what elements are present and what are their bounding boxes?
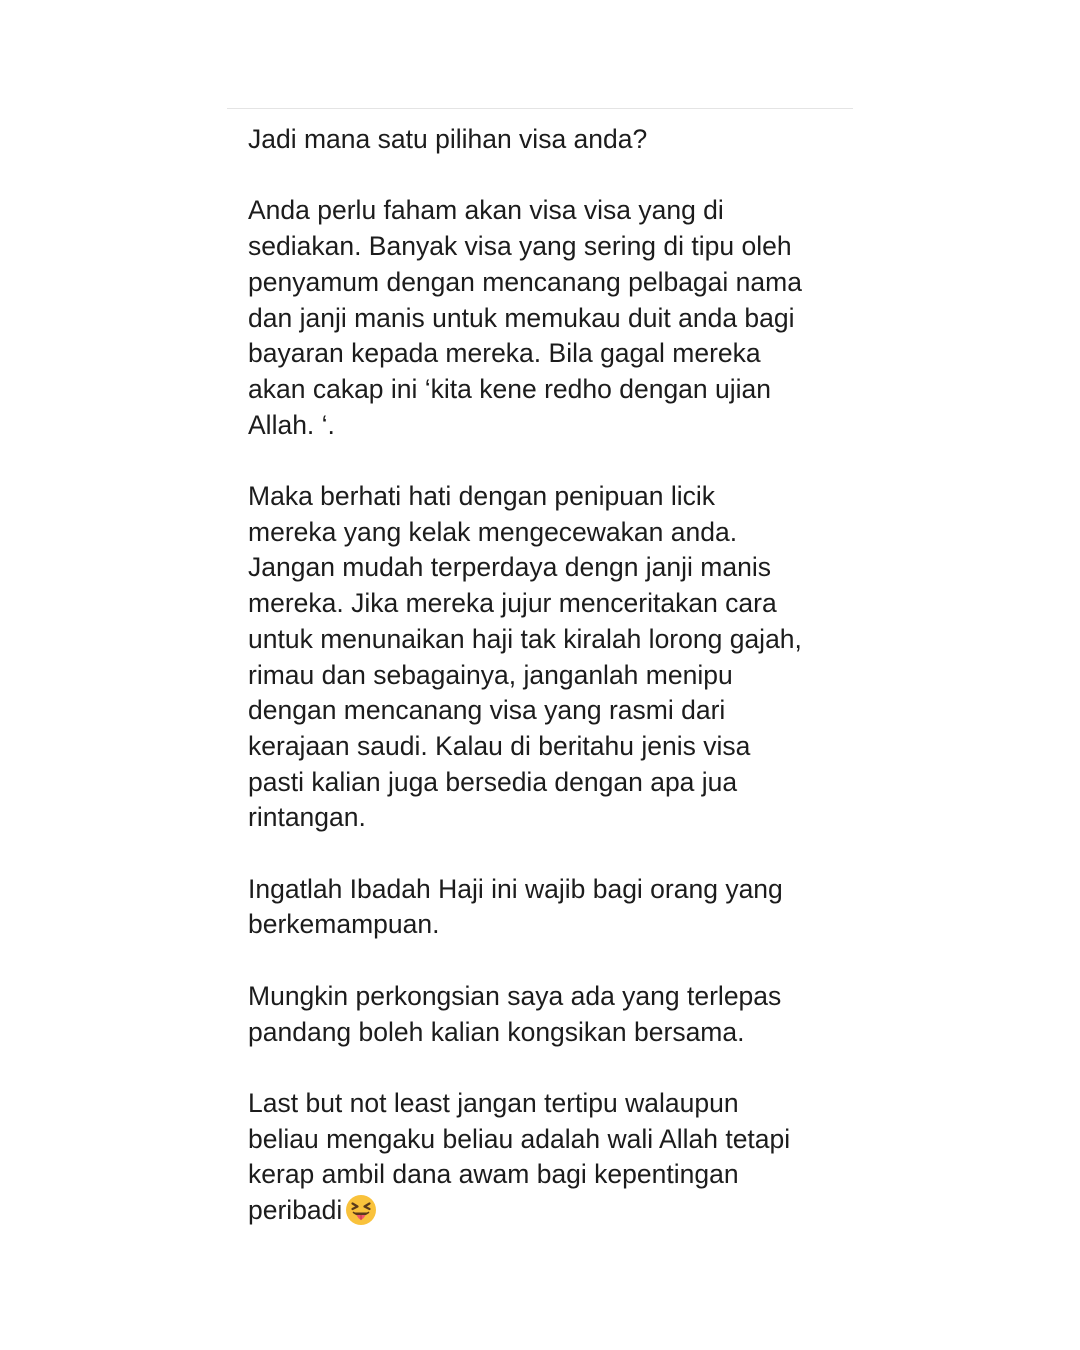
text-line: rimau dan sebagainya, janganlah menipu <box>248 659 733 690</box>
text-line: kerajaan saudi. Kalau di beritahu jenis visa <box>248 730 751 761</box>
text-line: peribadi <box>248 1195 343 1226</box>
text-line: dan janji manis untuk memukau duit anda bagi <box>248 302 795 333</box>
text-line: pandang boleh kalian kongsikan bersama. <box>248 1016 745 1047</box>
text-line: dengan mencanang visa yang rasmi dari <box>248 695 726 726</box>
paragraph-4 <box>248 872 848 943</box>
text-line: pasti kalian juga bersedia dengan apa jua <box>248 766 738 797</box>
text-line: berkemampuan. <box>248 909 440 940</box>
text-line: penyamum dengan mencanang pelbagai nama <box>248 266 802 297</box>
text-line: Last but not least jangan tertipu walaupun <box>248 1087 739 1118</box>
text-line: Ingatlah Ibadah Haji ini wajib bagi orang yang <box>248 873 783 904</box>
text-line: akan cakap ini ‘kita kene redho dengan ujian <box>248 373 772 404</box>
text-line: Jangan mudah terperdaya dengn janji manis <box>248 552 771 583</box>
text-line: mereka. Jika mereka jujur menceritakan cara <box>248 588 777 619</box>
last-line <box>248 1193 848 1229</box>
text-line: sediakan. Banyak visa yang sering di tipu oleh <box>248 231 792 262</box>
paragraph-6 <box>248 1086 848 1229</box>
text-line: Anda perlu faham akan visa visa yang di <box>248 195 724 226</box>
paragraph-2 <box>248 193 848 443</box>
text-line: beliau mengaku beliau adalah wali Allah tetapi <box>248 1123 791 1154</box>
text-line: untuk menunaikan haji tak kiralah lorong gajah, <box>248 623 802 654</box>
text-line: Maka berhati hati dengan penipuan licik <box>248 481 716 511</box>
paragraph-3 <box>248 479 848 836</box>
text-line: Mungkin perkongsian saya ada yang terlepas <box>248 980 782 1011</box>
squinting-face-with-tongue-icon <box>345 1194 377 1226</box>
paragraph-1 <box>248 122 848 158</box>
text-line: Jadi mana satu pilihan visa anda? <box>248 124 648 154</box>
text-line: kerap ambil dana awam bagi kepentingan <box>248 1159 739 1190</box>
post-body <box>248 122 848 1229</box>
text-line: rintangan. <box>248 802 366 833</box>
text-line: bayaran kepada mereka. Bila gagal mereka <box>248 338 761 369</box>
text-line: mereka yang kelak mengecewakan anda. <box>248 516 738 547</box>
text-line: Allah. ‘. <box>248 409 335 440</box>
paragraph-5 <box>248 979 848 1050</box>
top-divider <box>227 108 853 109</box>
